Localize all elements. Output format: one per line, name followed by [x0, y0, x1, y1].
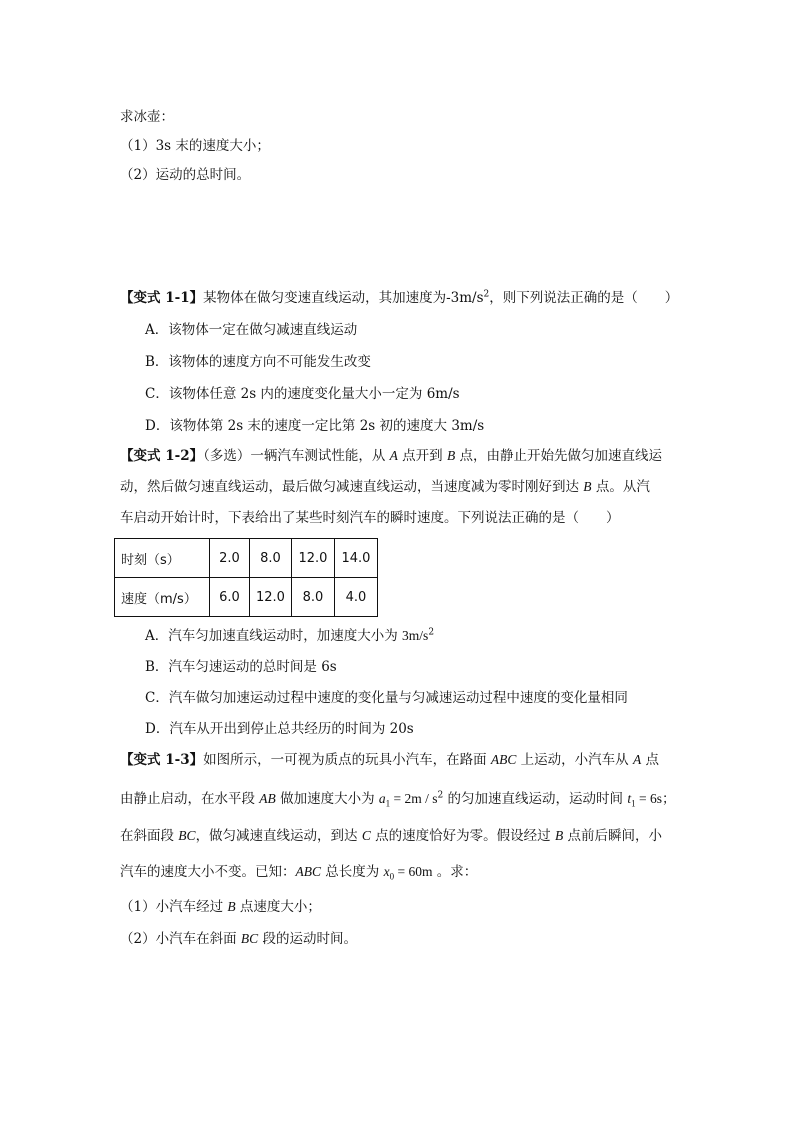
variant-1-1-option-d: D．该物体第 2s 末的速度一定比第 2s 初的速度大 3m/s: [145, 418, 485, 434]
question-prompt: 求冰壶：: [120, 109, 174, 125]
variant-1-3-stem-line1: 【变式 1-3】如图所示，一可视为质点的玩具小汽车，在路面 ABC 上运动，小汽车从 A 点: [120, 752, 660, 768]
table-cell: 6.0: [210, 578, 250, 617]
variant-1-2-stem-line2: 动，然后做匀速直线运动，最后做匀减速直线运动，当速度减为零时刚好到达 B 点。从汽: [120, 479, 650, 495]
variant-1-2-option-b: B．汽车匀速运动的总时间是 6s: [145, 659, 337, 675]
variant-1-3-question-1: （1）小汽车经过 B 点速度大小；: [120, 899, 321, 915]
table-header-time: 时刻（s）: [115, 539, 210, 578]
variant-1-2-stem-line3: 车启动开始计时，下表给出了某些时刻汽车的瞬时速度。下列说法正确的是（ ）: [120, 510, 620, 526]
table-cell: 8.0: [291, 578, 334, 617]
time-speed-table: [114, 538, 378, 617]
variant-1-2-option-c: C．汽车做匀加速运动过程中速度的变化量与匀减速运动过程中速度的变化量相同: [145, 690, 628, 706]
table-cell: 12.0: [250, 578, 292, 617]
variant-1-3-stem-line3: 在斜面段 BC，做匀减速直线运动，到达 C 点的速度恰好为零。假设经过 B 点前后瞬间，小: [120, 828, 663, 844]
variant-1-3-tag: 【变式 1-3】: [120, 752, 204, 768]
table-row: [115, 539, 378, 578]
variant-1-1-option-a: A．该物体一定在做匀减速直线运动: [145, 322, 358, 338]
sub-question-1: （1）3s 末的速度大小；: [120, 138, 270, 154]
table-row: [115, 578, 378, 617]
variant-1-3-stem-line4: 汽车的速度大小不变。已知：ABC 总长度为 $x_0 = 60m$ 。求：: [120, 864, 478, 882]
variant-1-3-question-2: （2）小汽车在斜面 BC 段的运动时间。: [120, 931, 357, 947]
table-cell: 2.0: [210, 539, 250, 578]
table-cell: 8.0: [250, 539, 292, 578]
table-cell: 14.0: [334, 539, 377, 578]
table-header-speed: 速度（m/s）: [115, 578, 210, 617]
variant-1-1-stem: 【变式 1-1】某物体在做匀变速直线运动，其加速度为$-3m/s^2$，则下列说法正确的是（ ）: [120, 289, 679, 306]
sub-question-2: （2）运动的总时间。: [120, 167, 251, 183]
table-cell: 12.0: [291, 539, 334, 578]
variant-1-2-option-d: D．汽车从开出到停止总共经历的时间为 20s: [145, 721, 414, 737]
variant-1-3-stem-line2: 由静止启动，在水平段 AB 做加速度大小为 $a_1 = 2m / s^2$ 的匀加速直线运动，运动时间 $t_1 = 6s$；: [120, 790, 676, 809]
variant-1-2-stem-line1: 【变式 1-2】（多选）一辆汽车测试性能，从 A 点开到 B 点，由静止开始先做匀加速直线运: [120, 448, 663, 464]
variant-1-2-tag: 【变式 1-2】: [120, 448, 204, 464]
variant-1-2-option-a: A．汽车匀加速直线运动时，加速度大小为 $3m/s^2$: [145, 627, 435, 644]
table-cell: 4.0: [334, 578, 377, 617]
variant-1-1-option-c: C．该物体任意 2s 内的速度变化量大小一定为 6m/s: [145, 386, 460, 402]
variant-1-1-option-b: B．该物体的速度方向不可能发生改变: [145, 354, 371, 370]
variant-1-1-tag: 【变式 1-1】: [120, 290, 204, 306]
